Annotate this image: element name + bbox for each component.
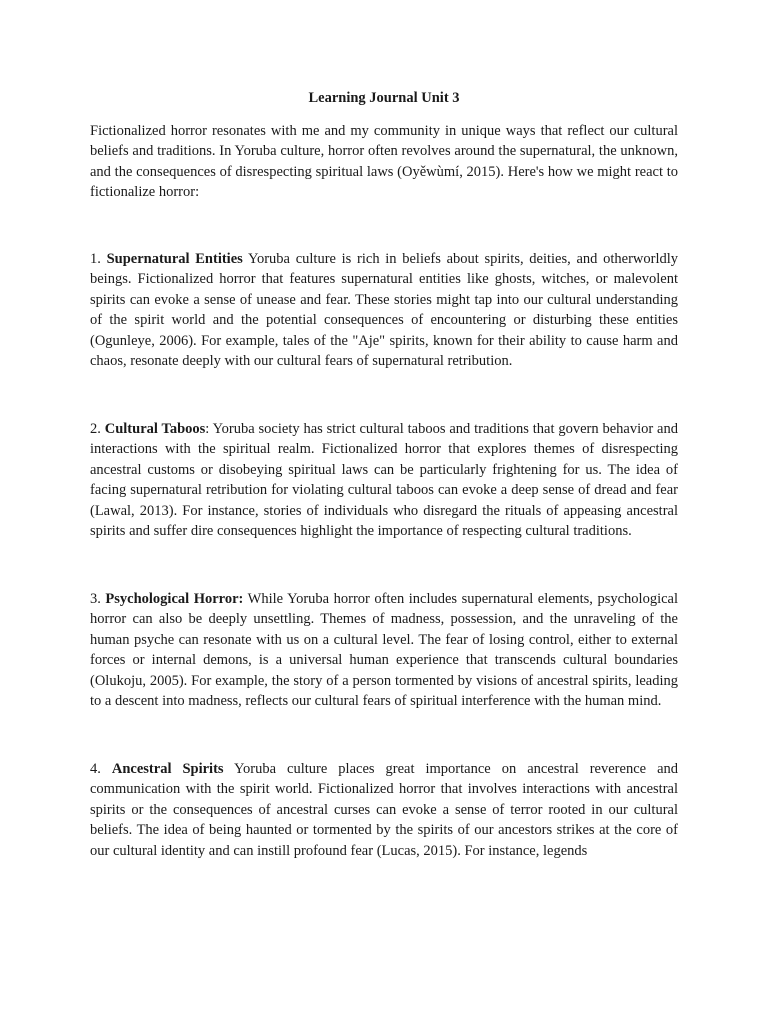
intro-paragraph: Fictionalized horror resonates with me and my community in unique ways that reflect our cultural beliefs and traditions. In Yoruba culture, horror often revolves around the supernatural, the unknown, and the consequences of disrespecting spiritual laws (Oyěwùmí, 2015). Here's how we might react to fictionalize horror: (90, 122, 678, 200)
section-paragraph-1 (90, 249, 678, 372)
section-body: : Yoruba society has strict cultural taboos and traditions that govern behavior and interactions with the spiritual realm. Fictionalized horror that explores themes of disrespecting ancestral customs or disobeying spiritual laws can be particularly frightening for us. The idea of facing supernatural retribution for violating cultural taboos can evoke a deep sense of dread and fear (Lawal, 2013). For instance, stories of individuals who disregard the rituals of appeasing ancestral spirits and suffer dire consequences highlight the importance of respecting cultural traditions. (90, 420, 678, 539)
section-heading: Cultural Taboos (104, 420, 206, 437)
section-heading: Psychological Horror: (105, 590, 244, 607)
section-body: Yoruba culture is rich in beliefs about spirits, deities, and otherworldly beings. Fictionalized horror that features supernatural entities like ghosts, witches, or malevolent spirits can evoke a sense of unease and fear. These stories might tap into our cultural understanding of the spirit world and the potential consequences of encountering or disturbing these entities (Ogunleye, 2006). For example, tales of the "Aje" spirits, known for their ability to cause harm and chaos, resonate deeply with our cultural fears of supernatural retribution. (90, 250, 679, 369)
section-number: 2. (90, 420, 105, 437)
section-heading: Supernatural Entities (106, 250, 243, 267)
section-number: 3. (90, 590, 106, 607)
section-paragraph-3 (90, 589, 678, 712)
document-page (90, 88, 678, 861)
section-body: Yoruba culture places great importance on ancestral reverence and communication with the spirit world. Fictionalized horror that involves interactions with ancestral spirits or the consequences of ancestral curses can evoke a sense of terror rooted in our cultural beliefs. The idea of being haunted or tormented by the spirits of our ancestors strikes at the core of our cultural identity and can instill profound fear (Lucas, 2015). For instance, legends (90, 760, 679, 859)
section-heading: Ancestral Spirits (111, 760, 224, 777)
section-body: While Yoruba horror often includes supernatural elements, psychological horror can also be deeply unsettling. Themes of madness, possession, and the unraveling of the human psyche can resonate with us on a cultural level. The fear of losing control, either to external forces or internal demons, is a universal human experience that transcends cultural boundaries (Olukoju, 2005). For example, the story of a person tormented by visions of ancestral spirits, leading to a descent into madness, reflects our cultural fears of spiritual interference with the human mind. (90, 590, 678, 709)
section-number: 1. (90, 250, 107, 267)
section-number: 4. (90, 760, 112, 777)
section-paragraph-4 (90, 759, 678, 862)
document-title: Learning Journal Unit 3 (308, 90, 460, 106)
section-paragraph-2 (90, 419, 678, 542)
